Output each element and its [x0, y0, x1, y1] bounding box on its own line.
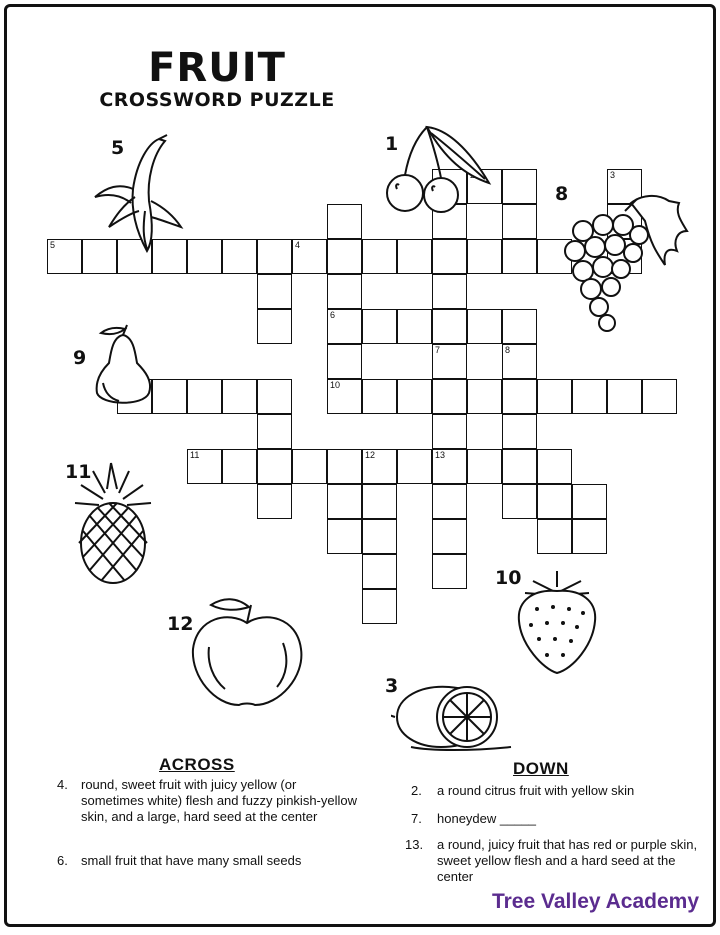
clue-text: a round citrus fruit with yellow skin [437, 783, 635, 798]
crossword-cell[interactable] [537, 484, 572, 519]
crossword-cell[interactable] [327, 274, 362, 309]
clue-number: 7. [411, 811, 422, 826]
cell-number: 12 [365, 450, 376, 460]
crossword-cell[interactable] [572, 379, 607, 414]
figure-label-pineapple: 11 [65, 461, 92, 483]
crossword-cell[interactable] [362, 309, 397, 344]
clue-number: 13. [405, 837, 424, 852]
crossword-cell[interactable] [362, 484, 397, 519]
crossword-cell[interactable] [572, 519, 607, 554]
figure-label-pear: 9 [73, 347, 87, 369]
crossword-cell[interactable] [327, 484, 362, 519]
crossword-cell[interactable] [502, 484, 537, 519]
figure-label-banana: 5 [111, 137, 125, 159]
crossword-cell[interactable] [327, 204, 362, 239]
crossword-cell[interactable] [327, 379, 362, 414]
crossword-cell[interactable] [397, 239, 432, 274]
crossword-cell[interactable] [397, 309, 432, 344]
across-clue-4 [57, 777, 357, 825]
cell-number: 5 [50, 240, 56, 250]
strawberry-icon [513, 569, 599, 677]
clue-text: a round, juicy fruit that has red or purple skin, sweet yellow flesh and a hard seed at the center [437, 837, 698, 884]
crossword-cell[interactable] [257, 239, 292, 274]
figure-label-cherries: 1 [385, 133, 399, 155]
crossword-cell[interactable] [222, 239, 257, 274]
crossword-cell[interactable] [187, 379, 222, 414]
cherries-icon [377, 119, 493, 217]
crossword-cell[interactable] [257, 449, 292, 484]
figure-label-lemon: 3 [385, 675, 399, 697]
crossword-cell[interactable] [502, 309, 537, 344]
crossword-cell[interactable] [642, 379, 677, 414]
page-title: FRUIT [148, 45, 286, 91]
page-subtitle: CROSSWORD PUZZLE [99, 89, 335, 111]
figure-label-apple: 12 [167, 613, 194, 635]
figure-label-grapes: 8 [555, 183, 569, 205]
crossword-cell[interactable] [327, 519, 362, 554]
crossword-cell[interactable] [257, 379, 292, 414]
crossword-cell[interactable] [397, 449, 432, 484]
crossword-cell[interactable] [467, 309, 502, 344]
crossword-cell[interactable] [502, 379, 537, 414]
crossword-cell[interactable] [397, 379, 432, 414]
cell-number: 4 [295, 240, 301, 250]
crossword-cell[interactable] [502, 414, 537, 449]
clue-number: 4. [57, 777, 68, 792]
crossword-cell[interactable] [292, 449, 327, 484]
crossword-cell[interactable] [257, 414, 292, 449]
crossword-cell[interactable] [362, 449, 397, 484]
crossword-cell[interactable] [327, 309, 362, 344]
crossword-cell[interactable] [222, 449, 257, 484]
crossword-cell[interactable] [187, 239, 222, 274]
down-clue-13 [405, 837, 701, 885]
crossword-cell[interactable] [362, 519, 397, 554]
crossword-cell[interactable] [502, 169, 537, 204]
lemon-icon [391, 677, 521, 753]
crossword-cell[interactable] [572, 484, 607, 519]
crossword-cell[interactable] [467, 449, 502, 484]
crossword-cell[interactable] [432, 484, 467, 519]
worksheet-page [4, 4, 716, 927]
cell-number: 13 [435, 450, 446, 460]
clue-number: 6. [57, 853, 68, 868]
crossword-cell[interactable] [257, 309, 292, 344]
crossword-cell[interactable] [467, 379, 502, 414]
down-heading: DOWN [513, 759, 569, 778]
cell-number: 3 [610, 170, 616, 180]
crossword-cell[interactable] [467, 239, 502, 274]
crossword-cell[interactable] [362, 554, 397, 589]
crossword-cell[interactable] [327, 449, 362, 484]
cell-number: 11 [190, 450, 200, 460]
crossword-cell[interactable] [362, 379, 397, 414]
crossword-cell[interactable] [607, 379, 642, 414]
clue-text: honeydew _____ [437, 811, 537, 826]
grapes-icon [561, 191, 691, 333]
crossword-cell[interactable] [432, 344, 467, 379]
crossword-cell[interactable] [257, 484, 292, 519]
crossword-cell[interactable] [257, 274, 292, 309]
banana-icon [89, 131, 185, 257]
crossword-cell[interactable] [292, 239, 327, 274]
crossword-cell[interactable] [432, 449, 467, 484]
crossword-cell[interactable] [502, 449, 537, 484]
crossword-cell[interactable] [327, 344, 362, 379]
figure-label-strawberry: 10 [495, 567, 522, 589]
crossword-cell[interactable] [327, 239, 362, 274]
crossword-cell[interactable] [502, 344, 537, 379]
crossword-cell[interactable] [432, 239, 467, 274]
clue-text: small fruit that have many small seeds [81, 853, 302, 868]
clue-number: 2. [411, 783, 422, 798]
crossword-cell[interactable] [537, 519, 572, 554]
across-heading: ACROSS [159, 755, 235, 774]
cell-number: 8 [505, 345, 511, 355]
pear-icon [87, 323, 159, 409]
crossword-cell[interactable] [47, 239, 82, 274]
down-clue-7 [411, 811, 701, 827]
clue-text: round, sweet fruit with juicy yellow (or sometimes white) flesh and fuzzy pinkish-yellow skin, and a large, hard seed at the center [81, 777, 357, 824]
across-clue-6 [57, 853, 357, 869]
cell-number: 6 [330, 310, 336, 320]
crossword-cell[interactable] [187, 449, 222, 484]
down-clue-2 [411, 783, 701, 799]
crossword-cell[interactable] [502, 204, 537, 239]
cell-number: 10 [330, 380, 341, 390]
crossword-cell[interactable] [537, 379, 572, 414]
apple-icon [189, 593, 307, 711]
crossword-cell[interactable] [502, 239, 537, 274]
crossword-cell[interactable] [432, 274, 467, 309]
crossword-cell[interactable] [362, 589, 397, 624]
crossword-cell[interactable] [432, 309, 467, 344]
crossword-cell[interactable] [432, 519, 467, 554]
crossword-cell[interactable] [432, 414, 467, 449]
cell-number: 7 [435, 345, 441, 355]
crossword-cell[interactable] [362, 239, 397, 274]
brand-footer: Tree Valley Academy [491, 890, 699, 913]
crossword-cell[interactable] [432, 554, 467, 589]
crossword-cell[interactable] [432, 379, 467, 414]
crossword-cell[interactable] [537, 449, 572, 484]
crossword-cell[interactable] [222, 379, 257, 414]
pineapple-icon [71, 459, 155, 587]
